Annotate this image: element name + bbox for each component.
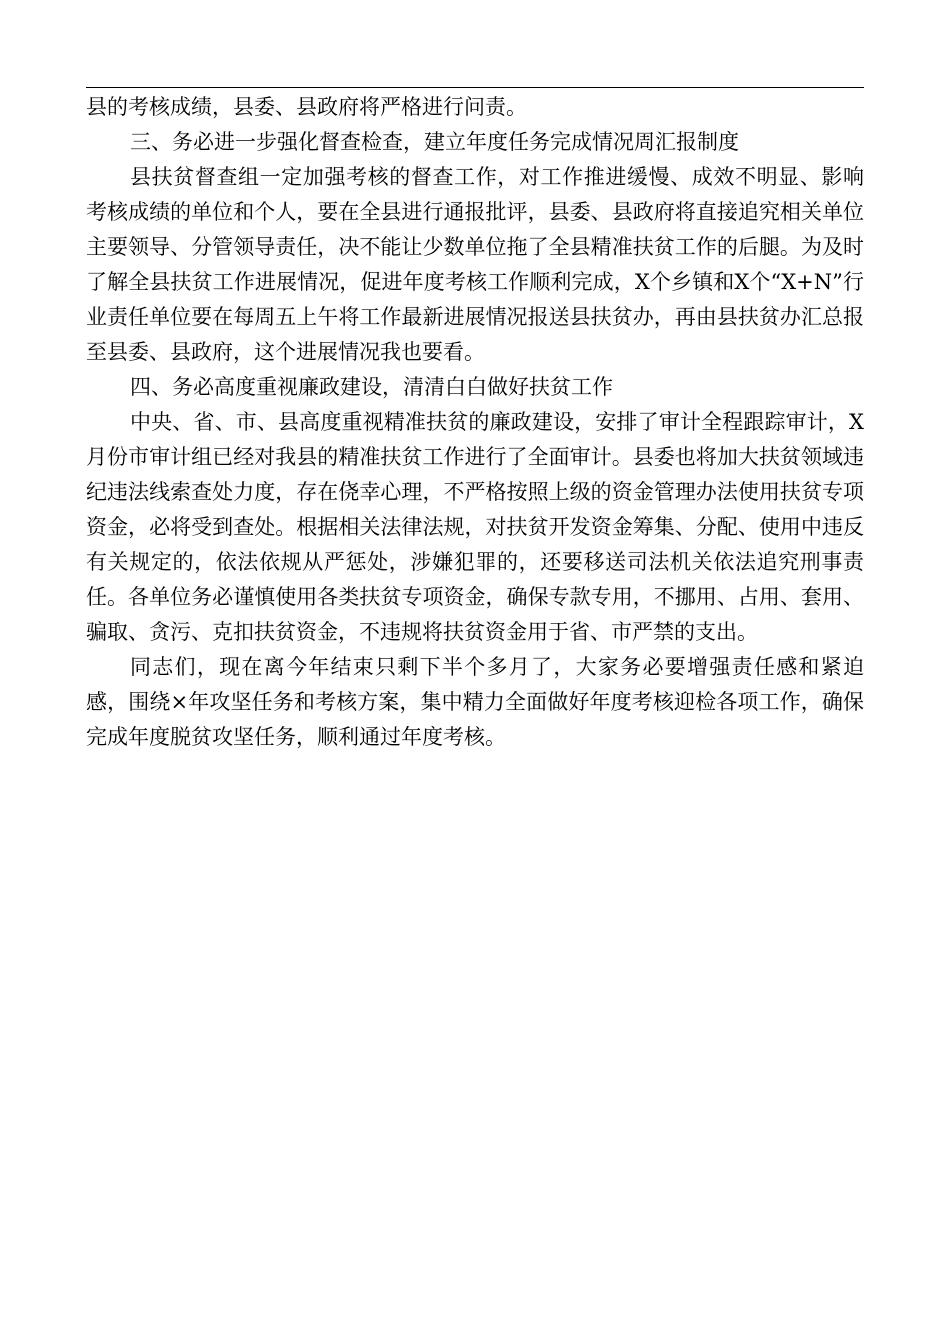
paragraph-integrity: 中央、省、市、县高度重视精准扶贫的廉政建设，安排了审计全程跟踪审计，X月份市审计组已经对我县的精准扶贫工作进行了全面审计。县委也将加大扶贫领域违纪违法线索查处力度，存在侥幸心理，不严格按照上级的资金管理办法使用扶贫专项资金，必将受到查处。根据相关法律法规，对扶贫开发资金筹集、分配、使用中违反有关规定的，依法依规从严惩处，涉嫌犯罪的，还要移送司法机关依法追究刑事责任。各单位务必谨慎使用各类扶贫专项资金，确保专款专用，不挪用、占用、套用、骗取、贪污、克扣扶贫资金，不违规将扶贫资金用于省、市严禁的支出。 <box>86 410 864 644</box>
section-heading-3: 三、务必进一步强化督查检查，建立年度任务完成情况周汇报制度 <box>130 130 739 154</box>
document-body <box>86 90 864 755</box>
section-heading-4: 四、务必高度重视廉政建设，清清白白做好扶贫工作 <box>130 375 613 399</box>
paragraph-continuation: 县的考核成绩，县委、县政府将严格进行问责。 <box>86 95 527 119</box>
paragraph-supervision: 县扶贫督查组一定加强考核的督查工作，对工作推进缓慢、成效不明显、影响考核成绩的单位和个人，要在全县进行通报批评，县委、县政府将直接追究相关单位主要领导、分管领导责任，决不能让少数单位拖了全县精准扶贫工作的后腿。为及时了解全县扶贫工作进展情况，促进年度考核工作顺利完成，X个乡镇和X个“X+N”行业责任单位要在每周五上午将工作最新进展情况报送县扶贫办，再由县扶贫办汇总报至县委、县政府，这个进展情况我也要看。 <box>86 165 864 364</box>
paragraph-closing: 同志们，现在离今年结束只剩下半个多月了，大家务必要增强责任感和紧迫感，围绕×年攻坚任务和考核方案，集中精力全面做好年度考核迎检各项工作，确保完成年度脱贫攻坚任务，顺利通过年度考核。 <box>86 655 864 749</box>
header-rule <box>86 87 864 88</box>
